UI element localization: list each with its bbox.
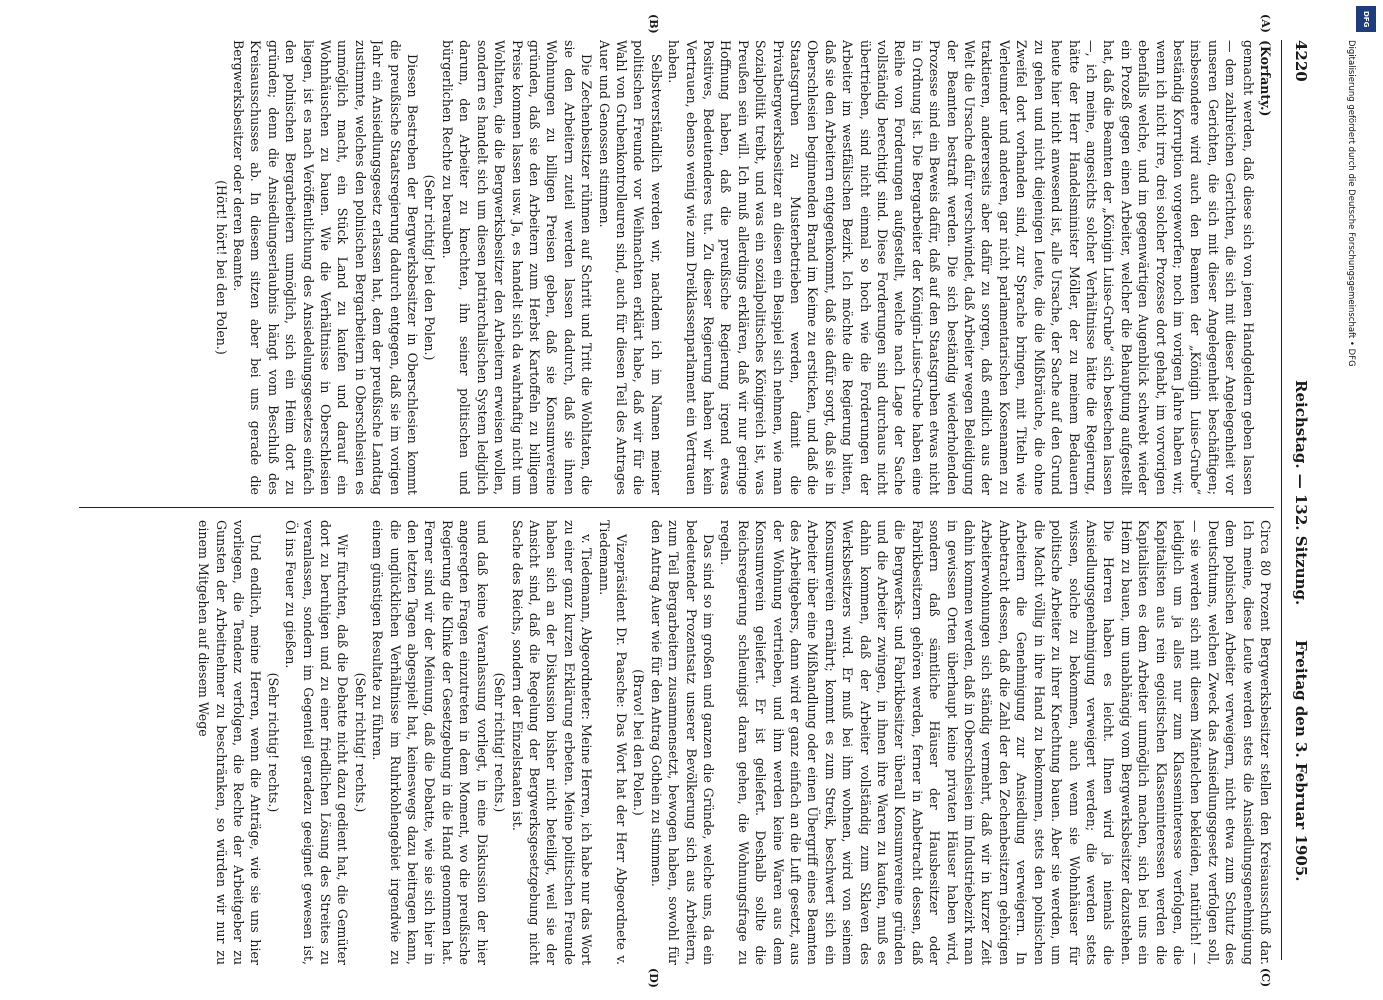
paragraph: Selbstverständlich werden wir, nachdem ich im Namen meiner politischen Freunde vor Weihnachten erklärt habe, daß wir für die Wahl von Grubenkontrolleuren sind, auch für diesen Teil des Antrages Auer und Genossen stimmen. (596, 40, 664, 495)
page-header (1286, 40, 1310, 960)
interjection: (Sehr richtig! rechts.) (352, 672, 368, 813)
paragraph: Vizepräsident Dr. Paasche: Das Wort hat der Herr Abgeordnete v. Tiedemann. (596, 520, 629, 965)
speaker-tag: (Korfanty.) (1258, 40, 1273, 117)
paragraph: und daß keine Veranlassung vorliegt, in eine Diskussion der hier angeregten Fragen einzutreten in dem Moment, wo die preußische Regierung die Klinke der Gesetzgebung in die Hand genommen hat. Ferner sind wir der Meinung, daß die Debatte, wie sie sich hier in den letzten Tagen abgespielt hat, keineswegs dazu beitragen kann, die unglücklichen Verhältnisse im Ruhrkohlengebiet irgendwie zu einem günstigen Resultate zu führen. (370, 520, 490, 965)
interjection: (Sehr richtig! rechts.) (492, 672, 508, 813)
right-column (79, 520, 1274, 965)
session-date: Freitag den 3. Februar 1905. (1292, 640, 1310, 882)
interjection: (Bravo! bei den Polen.) (631, 669, 647, 816)
digitization-note-text: Digitalisierung gefördert durch die Deutsche Forschungsgemeinschaft • DFG (1346, 40, 1356, 367)
interjection: (Hört! hört! bei den Polen.) (213, 180, 229, 355)
paragraph: Wir fürchten, daß die Debatte nicht dazu gedient hat, die Gemüter dort zu beruhigen und zu einer friedlichen Lösung des Streites zu veranlassen, sondern im Gegenteil geradezu geeignet gewesen ist, Öl ins Feuer zu gießen. (283, 520, 351, 965)
digitization-note (1340, 6, 1358, 996)
paragraph: Circa 80 Prozent Bergwerksbesitzer stellen den Kreisausschuß dar. Ich meine, diese Leute werden stets die Ansiedlungsgenehmigung dem polnischen Arbeiter verweigern, nicht etwa zum Schutz des Deutschtums, welchen Zweck das Ansiedlungsgesetz verfolgen soll, — sie werden sich mit diesem Mäntelchen bekleiden, natürlich! — lediglich um ja alles nur zum Klasseninteresse verfolgen, die Kapitalisten aus rein egoistischen Klasseninteressen werden die Kapitalisten es dem Arbeiter unmöglich machen, sich bei uns ein Heim zu bauen, um unabhängig vom Bergwerksbesitzer dazustehen. Die Herren haben es leicht. Ihnen wird ja niemals die Ansiedlungsgenehmigung verweigert werden; die werden stets wissen, solche zu bekommen, auch wenn sie Wohnhäuser für politische Arbeiter zu ihrer Knechtung bauen. Aber sie werden, um die Macht völlig in ihre Hand zu bekommen, stets den polnischen Arbeitern die Genehmigung zur Ansiedlung verweigern. In Anbetracht dessen, daß die Zahl der den Zechenbesitzern gehörigen Arbeiterwohnungen sich ständig vermehrt, daß wir in kurzer Zeit dahin kommen werden, daß in Oberschlesien im Industriebezirk man in gewissen Orten überhaupt keine privaten Häuser haben wird, sondern daß sämtliche Häuser der Hausbesitzer oder Fabrikbesitzern gehören werden, ferner in Anbetracht dessen, daß die Bergwerks- und Fabrikbesitzer überall Konsumvereine gründen und die Arbeiter zwingen, in ihnen ihre Waren zu kaufen, muß es dahin kommen, daß der Arbeiter vollständig zum Sklaven des Werksbesitzers wird. Er muß bei ihm wohnen, wird von seinem Konsumverein ernährt; kommt es zum Streik, beschwert sich ein Arbeiter über eine Mißhandlung oder einen Übergriff eines Beamten des Arbeitgebers, dann wird er ganz einfach an die Luft gesetzt, aus der Wohnung vertrieben, und ihm werden keine Waren aus dem Konsumverein geliefert. Er ist geliefert. Deshalb sollte die Reichsregierung schleunigst daran gehen, die Wohnungsfrage zu regeln. (718, 520, 1273, 965)
left-column (79, 40, 1274, 495)
margin-marker-c: (C) (1259, 968, 1272, 988)
session-title: Reichstag. — 132. Sitzung. (1292, 380, 1310, 606)
page-number: 4220 (1292, 40, 1310, 82)
interjection: (Sehr richtig! bei den Polen.) (422, 174, 438, 361)
margin-marker-d: (D) (647, 968, 660, 988)
paragraph: Die Zechenbesitzer rühmen auf Schritt und Tritt die Wohltaten, die sie den Arbeitern zuteil werden lassen dadurch, daß sie ihnen Wohnungen zu billigen Preisen geben, daß sie Konsumvereine gründen, daß sie den Arbeitern zum Herbst Kartoffeln zu billigem Preise kommen lassen usw. Ja, es handelt sich da wahrhaftig nicht um Wohltaten, die die Bergwerksbesitzer den Arbeitern erweisen wollen, sondern es handelt sich um diesen patriarchalischen System lediglich darum, den Arbeiter zu knechten, ihn seiner politischen und bürgerlichen Rechte zu berauben. (439, 40, 595, 495)
margin-marker-a: (A) (1259, 14, 1272, 33)
paragraph: v. Tiedemann, Abgeordneter: Meine Herren, ich habe nur das Wort zu einer ganz kurzen Erklärung erbeten. Meine politischen Freunde haben sich an der Diskussion bisher nicht beteiligt, weil sie der Ansicht sind, daß die Regelung der Bergwerksgesetzgebung nicht Sache des Reichs, sondern der Einzelstaaten ist. (509, 520, 595, 965)
dfg-logo: DFG (1356, 6, 1376, 32)
column-divider (79, 507, 1274, 508)
paragraph: Diesen Bestreben der Bergwerksbesitzer in Oberschlesien kommt die preußische Staatsregierung dadurch entgegen, daß sie im vorigen Jahr ein Ansiedlungsgesetz erlassen hat, dem der preußische Landtag zustimmte, welches den polnischen Bergarbeitern in Oberschlesien es unmöglich macht, ein Stück Land zu kaufen und darauf ein Wohnhäuschen zu bauen. Wie die Verhältnisse in Oberschlesien liegen, ist es nach Veröffentlichung des Ansiedelungsgesetzes einfach den polnischen Bergarbeitern unmöglich, sich ein Heim dort zu gründen; denn die Ansiedlungserlaubnis hängt vom Beschluß des Kreisausschusses ab. In diesem sitzen aber bei uns gerade die Bergwerksbesitzer oder deren Beamte. (231, 40, 421, 495)
paragraph: gemacht werden, daß diese sich von jenen Handgeldern geben lassen — dem zahlreichen Gerichten, die sich mit dieser Angelegenheit vor unseren Gerichten, die sich mit dieser Angelegenheit beschäftigen; insbesondere wird auch den Beamten der „Königin Luise-Grube“ beständig Korruption vorgeworfen; noch im vorigen Jahre haben wir, wenn ich nicht irre, drei solcher Prozesse dort gehabt, im vorvorigen ebenfalls welche, und im gegenwärtigen Augenblick schwebt wieder ein Prozeß gegen einen Arbeiter, welcher die Behauptung aufgestellt hat, daß die Beamten der „Königin Luise-Grube“ sich bestechen lassen —, ich meine, angesichts solcher Verhältnisse hätte die Regierung, hätte der Herr Handelsminister Möller, der zu meinem Bedauern heute hier nicht anwesend ist, alle Ursache, der Sache auf den Grund zu gehen und nicht diejenigen Leute, die die Mißbräuche, die ohne Zweifel dort vorhanden sind, zur Sprache bringen, mit Titeln wie Verleumder und anderen, gar nicht parlamentarischen Kosenamen zu traktieren, andererseits aber dafür zu sorgen, daß endlich aus der Welt die Ursache dafür verschwindet, daß Arbeiter wegen Beleidigung der Beamten bestraft werden. Die sich beständig wiederholenden Prozesse sind ein Beweis dafür, daß auf den Staatsgruben etwas nicht in Ordnung ist. Die Bergarbeiter der Königin-Luise-Grube haben eine Reihe von Forderungen aufgestellt, welche nach Lage der Sache vollständig berechtigt sind. Diese Forderungen sind durchaus nicht übertrieben, sind nicht einmal so hoch wie die Forderungen der Arbeiter im westfälischen Bezirk. Ich möchte die Regierung bitten, daß sie den Arbeitern entgegenkommt, daß sie dafür sorgt, daß sie in Oberschlesien beginnenden Brand im Keime zu ersticken, und daß die Staatsgruben zu Musterbetrieben werden, damit die Privatbergwerksbesitzer an diesen ein Beispiel sich nehmen, wie man Sozialpolitik treibt, und was ein sozialpolitisches Königreich ist, was Preußen sein will. Ich muß allerdings erklären, daß wir nur geringe Hoffnung haben, daß die preußische Regierung irgend etwas Positives, Bedeutenderes tut. Zu dieser Regierung haben wir kein Vertrauen, ebenso wenig wie zum Dreiklassenparlament ein Vertrauen haben. (666, 40, 1256, 495)
header-rule (1281, 40, 1282, 960)
paragraph: Das sind so im großen und ganzen die Gründe, welche uns, da ein bedeutender Prozentsatz unserer Bevölkerung sich aus Arbeitern, zum Teil Bergarbeitern zusammensetzt, bewogen haben, sowohl für den Antrag Auer wie für den Antrag Gothein zu stimmen. (648, 520, 716, 965)
paragraph: Und endlich, meine Herren, wenn die Anträge, wie sie uns hier vorliegen, die Tendenz verfolgen, die Rechte der Arbeitgeber zu Gunsten der Arbeitnehmer zu beschränken, so würden wir nur zu einem Mitgehen auf diesem Wege (196, 520, 264, 965)
margin-marker-b: (B) (647, 14, 660, 34)
interjection: (Sehr richtig! rechts.) (265, 672, 281, 813)
rotated-page (40, 0, 1340, 1000)
